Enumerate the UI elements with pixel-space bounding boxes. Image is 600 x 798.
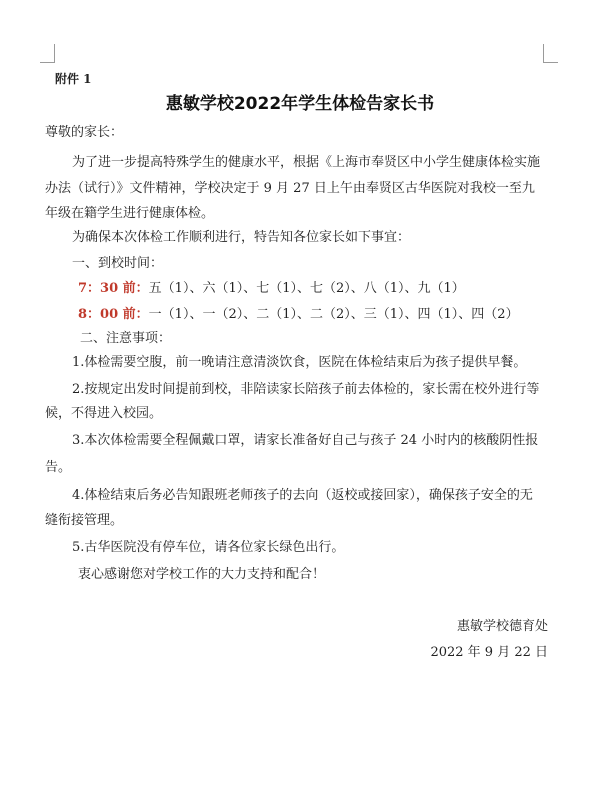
section-2-title: 二、注意事项： bbox=[80, 331, 172, 346]
thanks-line: 衷心感谢您对学校工作的大力支持和配合！ bbox=[78, 567, 326, 582]
schedule-time: 7：30 前： bbox=[78, 281, 149, 296]
greeting: 尊敬的家长： bbox=[45, 125, 124, 140]
schedule-classes: 一（1）、一（2）、二（1）、二（2）、三（1）、四（1）、四（2） bbox=[148, 307, 519, 322]
schedule-classes: 五（1）、六（1）、七（1）、七（2）、八（1）、九（1） bbox=[148, 281, 465, 296]
notice-item-5: 5.古华医院没有停车位，请各位家长绿色出行。 bbox=[72, 540, 345, 555]
schedule-row bbox=[78, 281, 465, 297]
section-1-title: 一、到校时间： bbox=[72, 256, 164, 271]
schedule-row bbox=[78, 307, 519, 323]
signature-date: 2022 年 9 月 22 日 bbox=[430, 645, 548, 660]
notice-item-2-line-2: 候，不得进入校园。 bbox=[45, 406, 163, 421]
notice-item-3-line-1: 3.本次体检需要全程佩戴口罩，请家长准备好自己与孩子 24 小时内的核酸阴性报 bbox=[72, 433, 539, 448]
intro-line-1: 为了进一步提高特殊学生的健康水平，根据《上海市奉贤区中小学生健康体检实施 bbox=[72, 155, 541, 170]
annex-label: 附件 1 bbox=[55, 72, 92, 86]
intro-line-3: 年级在籍学生进行健康体检。 bbox=[45, 206, 215, 221]
notice-item-2-line-1: 2.按规定出发时间提前到校，非陪读家长陪孩子前去体检的，家长需在校外进行等 bbox=[72, 382, 540, 397]
notice-intro: 为确保本次体检工作顺利进行，特告知各位家长如下事宜： bbox=[72, 230, 411, 245]
document-title: 惠敏学校2022年学生体检告家长书 bbox=[165, 94, 435, 114]
page-corner-mark-left bbox=[40, 44, 55, 63]
notice-item-4-line-1: 4.体检结束后务必告知跟班老师孩子的去向（返校或接回家），确保孩子安全的无 bbox=[72, 488, 533, 503]
notice-item-1: 1.体检需要空腹，前一晚请注意清淡饮食，医院在体检结束后为孩子提供早餐。 bbox=[72, 355, 527, 370]
intro-line-2: 办法（试行）》文件精神，学校决定于 9 月 27 日上午由奉贤区古华医院对我校一至九 bbox=[45, 181, 535, 196]
page-corner-mark-right bbox=[543, 44, 558, 63]
schedule-time: 8：00 前： bbox=[78, 307, 149, 322]
signature-org: 惠敏学校德育处 bbox=[456, 619, 548, 634]
notice-item-4-line-2: 缝衔接管理。 bbox=[45, 513, 124, 528]
notice-item-3-line-2: 告。 bbox=[45, 460, 72, 475]
